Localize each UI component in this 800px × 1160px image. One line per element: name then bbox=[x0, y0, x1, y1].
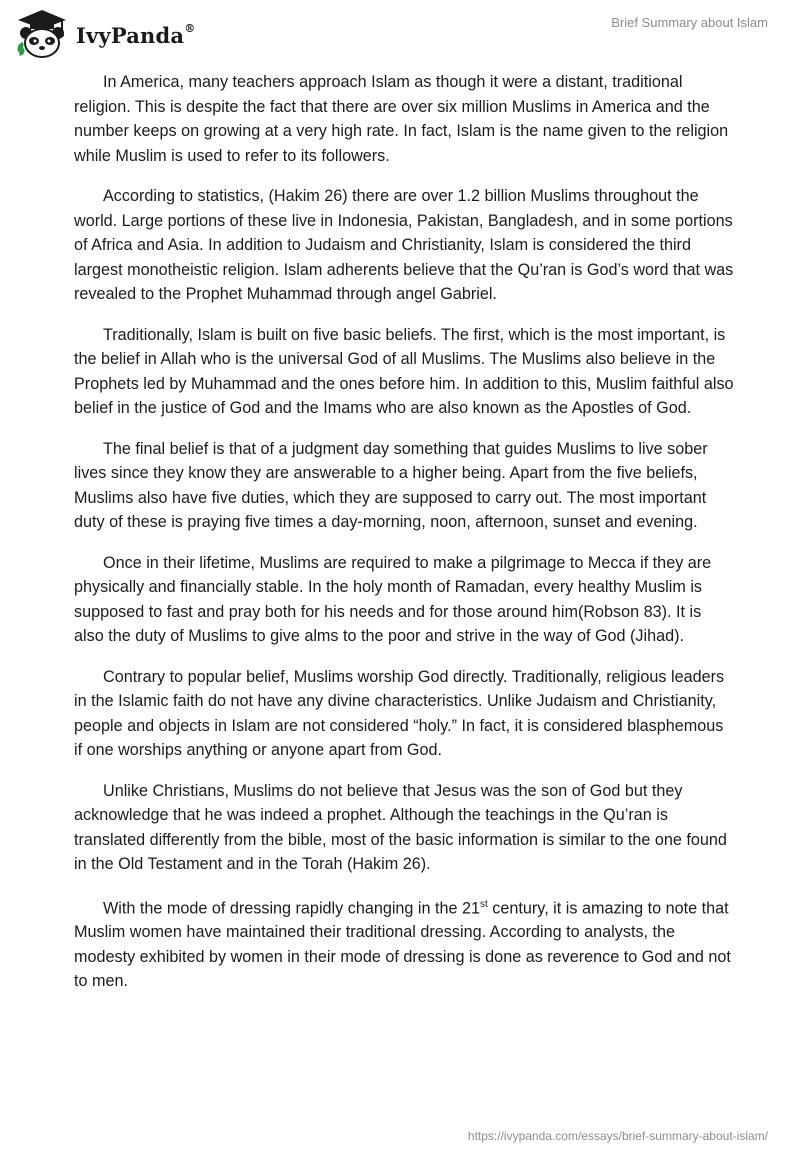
ordinal-suffix: st bbox=[480, 898, 488, 910]
document-title: Brief Summary about Islam bbox=[611, 15, 768, 30]
registered-mark: ® bbox=[184, 21, 196, 35]
page-header bbox=[0, 0, 800, 70]
brand-name-text: IvyPanda bbox=[76, 22, 185, 48]
paragraph-5: Once in their lifetime, Muslims are required to make a pilgrimage to Mecca if they are physically and financially stable. In the holy month of Ramadan, every healthy Muslim is supposed to fast and pray both for his needs and for those around him(Robson 83). It is also the duty of Muslims to give alms to the poor and strive in the way of God (Jihad). bbox=[74, 553, 712, 645]
brand-name bbox=[76, 23, 195, 48]
paragraph-8 bbox=[74, 893, 734, 994]
paragraph-4: The final belief is that of a judgment day something that guides Muslims to live sober lives since they know they are answerable to a higher being. Apart from the five beliefs, Muslims also have five duties, which they are supposed to carry out. The most important duty of these is praying five times a day-morning, noon, afternoon, sunset and evening. bbox=[74, 439, 708, 531]
paragraph-8-start: With the mode of dressing rapidly changing in the 21 bbox=[103, 898, 481, 917]
paragraph-6: Contrary to popular belief, Muslims worship God directly. Traditionally, religious leaders in the Islamic faith do not have any divine characteristics. Unlike Judaism and Christianity, people and objects in Islam are not considered “holy.” In fact, it is considered blasphemous if one worships anything or anyone apart from God. bbox=[74, 667, 725, 759]
essay-body bbox=[74, 70, 734, 1010]
ivypanda-logo[interactable] bbox=[14, 8, 195, 60]
paragraph-1: In America, many teachers approach Islam as though it were a distant, traditional religion. This is despite the fact that there are over six million Muslims in America and the number keeps on growing at a very high rate. In fact, Islam is the name given to the religion while Muslim is used to refer to its followers. bbox=[74, 73, 729, 165]
paragraph-7: Unlike Christians, Muslims do not believe that Jesus was the son of God but they acknowledge that he was indeed a prophet. Although the teachings in the Qu’ran is translated differently from the bible, most of the basic information is similar to the one found in the Old Testament and in the Torah (Hakim 26). bbox=[74, 781, 727, 873]
panda-graduate-icon bbox=[14, 8, 70, 60]
paragraph-8-end: century, it is amazing to note that Muslim women have maintained their traditional dressing. According to analysts, the modesty exhibited by women in their mode of dressing is done as reverence to God and not to men. bbox=[74, 898, 731, 991]
source-url-link[interactable]: https://ivypanda.com/essays/brief-summary-about-islam/ bbox=[467, 1129, 768, 1143]
paragraph-3: Traditionally, Islam is built on five basic beliefs. The first, which is the most important, is the belief in Allah who is the universal God of all Muslims. The Muslims also believe in the Prophets led by Muhammad and the ones before him. In addition to this, Muslim faithful also belief in the justice of God and the Imams who are also known as the Apostles of God. bbox=[74, 325, 734, 417]
paragraph-2: According to statistics, (Hakim 26) there are over 1.2 billion Muslims throughout the world. Large portions of these live in Indonesia, Pakistan, Bangladesh, and in some portions of Africa and Asia. In addition to Judaism and Christianity, Islam is considered the third largest monotheistic religion. Islam adherents believe that the Qu’ran is God’s word that was revealed to the Prophet Muhammad through angel Gabriel. bbox=[74, 187, 734, 303]
